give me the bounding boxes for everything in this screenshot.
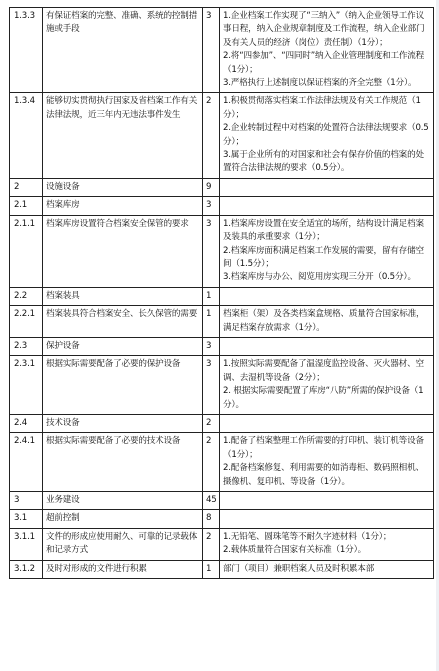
row-number: 2.4.1 <box>10 433 43 492</box>
row-number: 1.3.4 <box>10 93 43 178</box>
table-row <box>10 528 434 560</box>
row-score: 1 <box>203 560 220 578</box>
row-number: 3.1.1 <box>10 528 43 560</box>
table-row <box>10 215 434 287</box>
row-score: 8 <box>203 510 220 528</box>
row-item: 档案装具符合档案安全、长久保管的需要 <box>43 306 203 338</box>
row-criteria <box>220 528 434 560</box>
table-row <box>10 8 434 93</box>
row-score: 3 <box>203 8 220 93</box>
row-number: 2.2.1 <box>10 306 43 338</box>
row-number: 2 <box>10 178 43 196</box>
row-score: 2 <box>203 433 220 492</box>
row-score: 2 <box>203 93 220 178</box>
row-score: 3 <box>203 197 220 215</box>
table-row <box>10 492 434 510</box>
criteria-line: 1.积极贯彻落实档案工作法律法规及有关工作规范（1分）； <box>223 96 421 120</box>
criteria-line: 部门（项目）兼职档案人员及时积累本部 <box>223 563 375 574</box>
row-criteria <box>220 433 434 492</box>
criteria-line: 2.载体质量符合国家有关标准（1分）。 <box>223 545 367 556</box>
row-item: 文件的形成应使用耐久、可靠的记录载体和记录方式 <box>43 528 203 560</box>
table-row <box>10 510 434 528</box>
table-row <box>10 433 434 492</box>
row-item: 根据实际需要配备了必要的技术设备 <box>43 433 203 492</box>
criteria-line: 1.档案库房设置在安全适宜的场所，结构设计满足档案及装具的承重要求（1分）； <box>223 218 424 243</box>
row-number: 3 <box>10 492 43 510</box>
criteria-line: 2.配备档案修复、利用需要的如消毒柜、数码照相机、摄像机、复印机、等设备（1分）。 <box>223 463 424 487</box>
row-criteria <box>220 510 434 528</box>
table-row <box>10 197 434 215</box>
criteria-line: 3.属于企业所有的对国家和社会有保存价值的档案的处置符合法律法规的要求（0.5分）。 <box>223 150 424 174</box>
table-row <box>10 178 434 196</box>
criteria-line: 2.将“四参加”、“四同时”纳入企业管理制度和工作流程（1分）； <box>223 51 425 75</box>
criteria-line: 2.企业转制过程中对档案的处置符合法律法规要求（0.5分）； <box>223 123 429 147</box>
table-row <box>10 356 434 415</box>
row-criteria <box>220 197 434 215</box>
row-item: 技术设备 <box>43 414 203 432</box>
row-item: 有保证档案的完整、准确、系统的控制措施或手段 <box>43 8 203 93</box>
row-score: 9 <box>203 178 220 196</box>
row-score: 3 <box>203 356 220 415</box>
row-criteria <box>220 560 434 578</box>
row-number: 2.4 <box>10 414 43 432</box>
row-criteria <box>220 414 434 432</box>
row-criteria <box>220 306 434 338</box>
criteria-line: 1.按照实际需要配备了温湿度监控设备、灭火器材、空调、去湿机等设备（2分）； <box>223 359 424 383</box>
row-item: 能够切实贯彻执行国家及省档案工作有关法律法规，近三年内无违法事件发生 <box>43 93 203 178</box>
row-criteria <box>220 8 434 93</box>
row-score: 3 <box>203 215 220 287</box>
row-item: 设施设备 <box>43 178 203 196</box>
row-criteria <box>220 356 434 415</box>
table-row <box>10 306 434 338</box>
row-number: 2.2 <box>10 287 43 305</box>
row-item: 档案库房设置符合档案安全保管的要求 <box>43 215 203 287</box>
table-row <box>10 337 434 355</box>
row-number: 2.3.1 <box>10 356 43 415</box>
row-score: 45 <box>203 492 220 510</box>
evaluation-table <box>9 7 434 579</box>
row-item: 超前控制 <box>43 510 203 528</box>
row-score: 1 <box>203 287 220 305</box>
criteria-line: 1.配备了档案整理工作所需要的打印机、装订机等设备（1分）； <box>223 436 424 460</box>
row-number: 2.3 <box>10 337 43 355</box>
row-criteria <box>220 178 434 196</box>
row-number: 3.1 <box>10 510 43 528</box>
criteria-line: 档案柜（架）及各类档案盒规格、质量符合国家标准，满足档案存放需求（1分）。 <box>223 309 425 333</box>
row-item: 保护设备 <box>43 337 203 355</box>
row-item: 业务建设 <box>43 492 203 510</box>
criteria-line: 2.档案库房面积满足档案工作发展的需要，留有存储空间（1.5分）； <box>223 245 424 269</box>
row-criteria <box>220 93 434 178</box>
row-criteria <box>220 337 434 355</box>
table-row <box>10 287 434 305</box>
row-item: 根据实际需要配备了必要的保护设备 <box>43 356 203 415</box>
row-item: 档案装具 <box>43 287 203 305</box>
criteria-line: 1.无铅笔、圆珠笔等不耐久字迹材料（1分）； <box>223 531 392 542</box>
row-score: 2 <box>203 414 220 432</box>
table-body <box>10 8 434 579</box>
row-number: 2.1 <box>10 197 43 215</box>
row-item: 档案库房 <box>43 197 203 215</box>
row-criteria <box>220 287 434 305</box>
row-item: 及时对形成的文件进行积累 <box>43 560 203 578</box>
criteria-line: 3.严格执行上述制度以保证档案的齐全完整（1分）。 <box>223 78 417 89</box>
row-number: 1.3.3 <box>10 8 43 93</box>
row-score: 1 <box>203 306 220 338</box>
criteria-line: 1.企业档案工作实现了“三纳入”（纳入企业领导工作议事日程，纳入企业规章制度及工作流程，纳入企业部门及有关人员的经济（岗位）责任制）（1分）； <box>223 11 425 48</box>
row-number: 3.1.2 <box>10 560 43 578</box>
criteria-line: 3.档案库房与办公、阅览用房实现三分开（0.5分）。 <box>223 272 416 283</box>
row-criteria <box>220 492 434 510</box>
table-row <box>10 414 434 432</box>
row-score: 3 <box>203 337 220 355</box>
row-score: 2 <box>203 528 220 560</box>
table-row <box>10 560 434 578</box>
table-row <box>10 93 434 178</box>
row-number: 2.1.1 <box>10 215 43 287</box>
criteria-line: 2. 根据实际需要配置了库房“八防”所需的保护设备（1分）。 <box>223 386 424 410</box>
row-criteria <box>220 215 434 287</box>
